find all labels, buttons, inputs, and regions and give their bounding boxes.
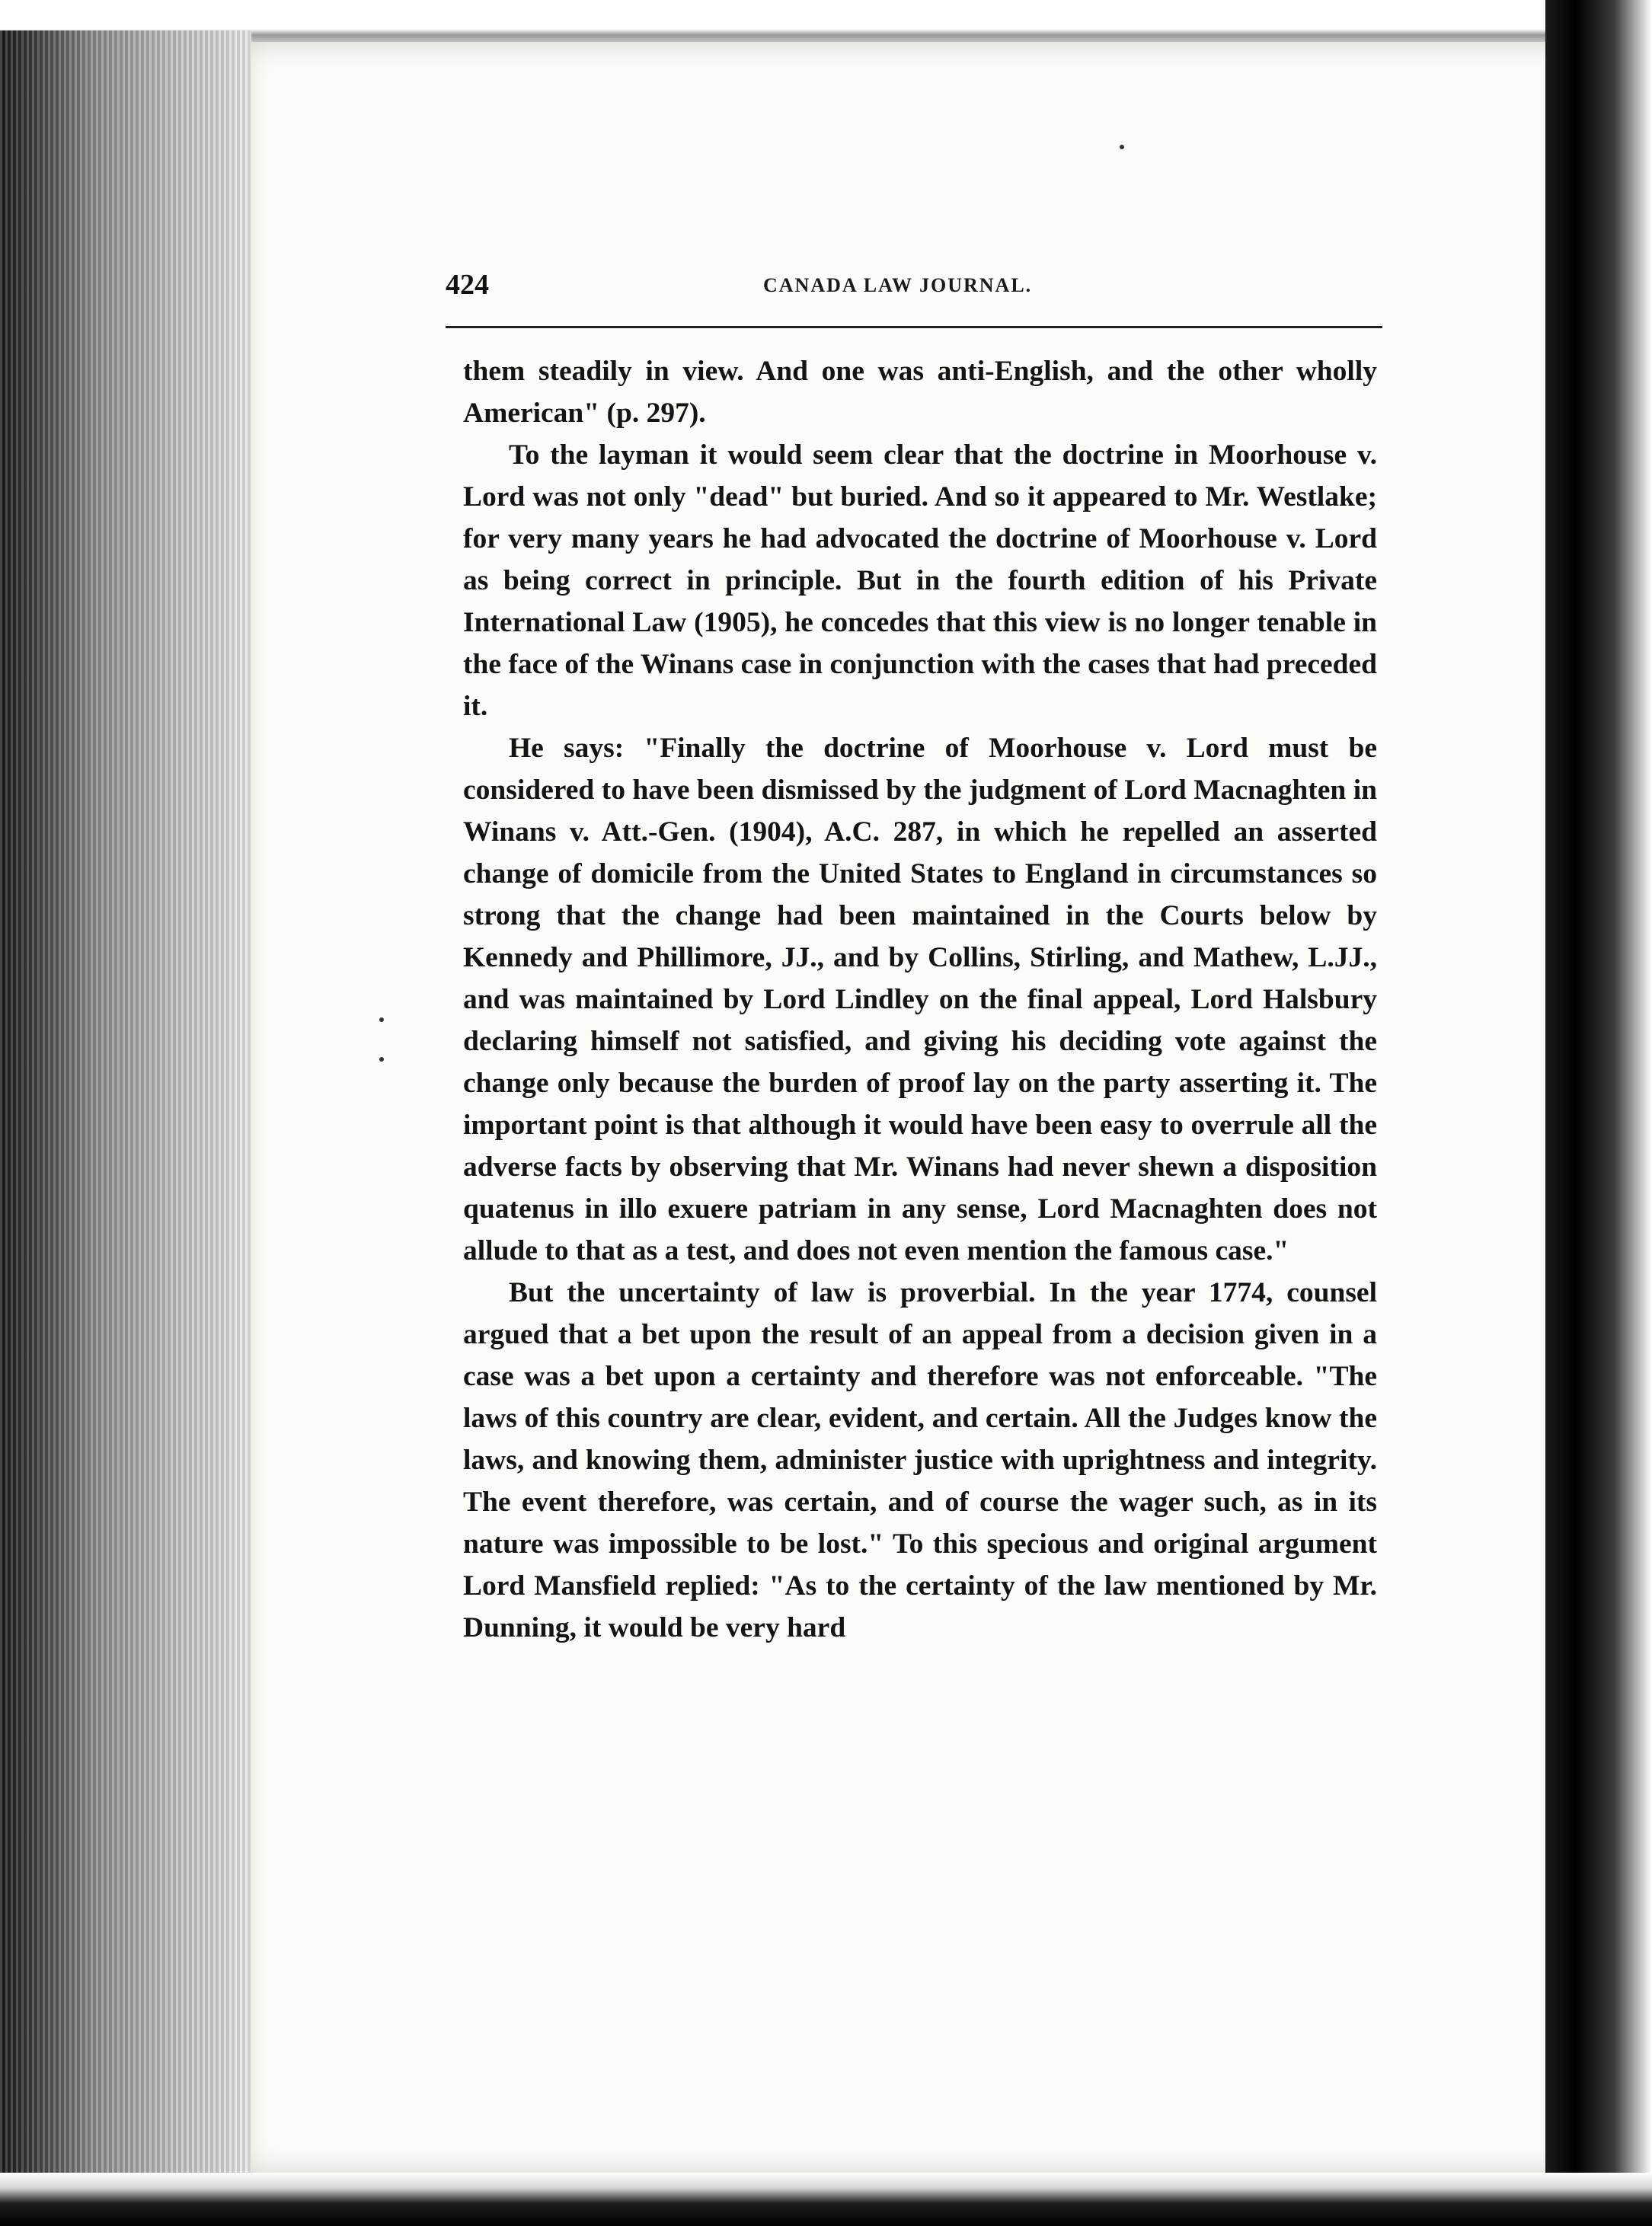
page-body <box>463 350 1377 1649</box>
page-number: 424 <box>446 269 489 301</box>
scan-speck <box>1120 145 1124 149</box>
scan-right-edge <box>1545 0 1652 2226</box>
paragraph-1: them steadily in view. And one was anti-English, and the other wholly American" (p. 297). <box>463 356 1377 429</box>
paragraph-2: To the layman it would seem clear that the doctrine in Moorhouse v. Lord was not only "dead" but buried. And so it appeared to Mr. Westlake; for very many years he had advocated the doctrine of Moorhouse v. Lord as being correct in principle. But in the fourth edition of his Private International Law (1905), he concedes that this view is no longer tenable in the face of the Winans case in conjunction with the cases that had preceded it. <box>463 439 1377 722</box>
paragraph-3: He says: "Finally the doctrine of Moorhouse v. Lord must be considered to have been dismissed by the judgment of Lord Macnaghten in Winans v. Att.-Gen. (1904), A.C. 287, in which he repelled an asserted change of domicile from the United States to England in circumstances so strong that the change had been maintained in the Courts below by Kennedy and Phillimore, JJ., and by Collins, Stirling, and Mathew, L.JJ., and was maintained by Lord Lindley on the final appeal, Lord Halsbury declaring himself not satisfied, and giving his deciding vote against the change only because the burden of proof lay on the party asserting it. The important point is that although it would have been easy to overrule all the adverse facts by observing that Mr. Winans had never shewn a disposition quatenus in illo exuere patriam in any sense, Lord Macnaghten does not allude to that as a test, and does not even mention the famous case." <box>463 733 1377 1266</box>
journal-title: CANADA LAW JOURNAL. <box>763 274 1033 296</box>
header-rule <box>446 326 1382 328</box>
scan-bottom-edge <box>0 2173 1652 2226</box>
running-head <box>446 268 1382 314</box>
scan-speck <box>379 1017 384 1022</box>
book-binding-shadow <box>0 30 251 2226</box>
scan-speck <box>379 1057 384 1062</box>
paragraph-4: But the uncertainty of law is proverbial. In the year 1774, counsel argued that a bet upon the result of an appeal from a decision given in a case was a bet upon a certainty and therefore was not enforceable. "The laws of this country are clear, evident, and certain. All the Judges know the laws, and knowing them, administer justice with uprightness and integrity. The event therefore, was certain, and of course the wager such, as in its nature was impossible to be lost." To this specious and original argument Lord Mansfield replied: "As to the certainty of the law mentioned by Mr. Dunning, it would be very hard <box>463 1277 1377 1643</box>
